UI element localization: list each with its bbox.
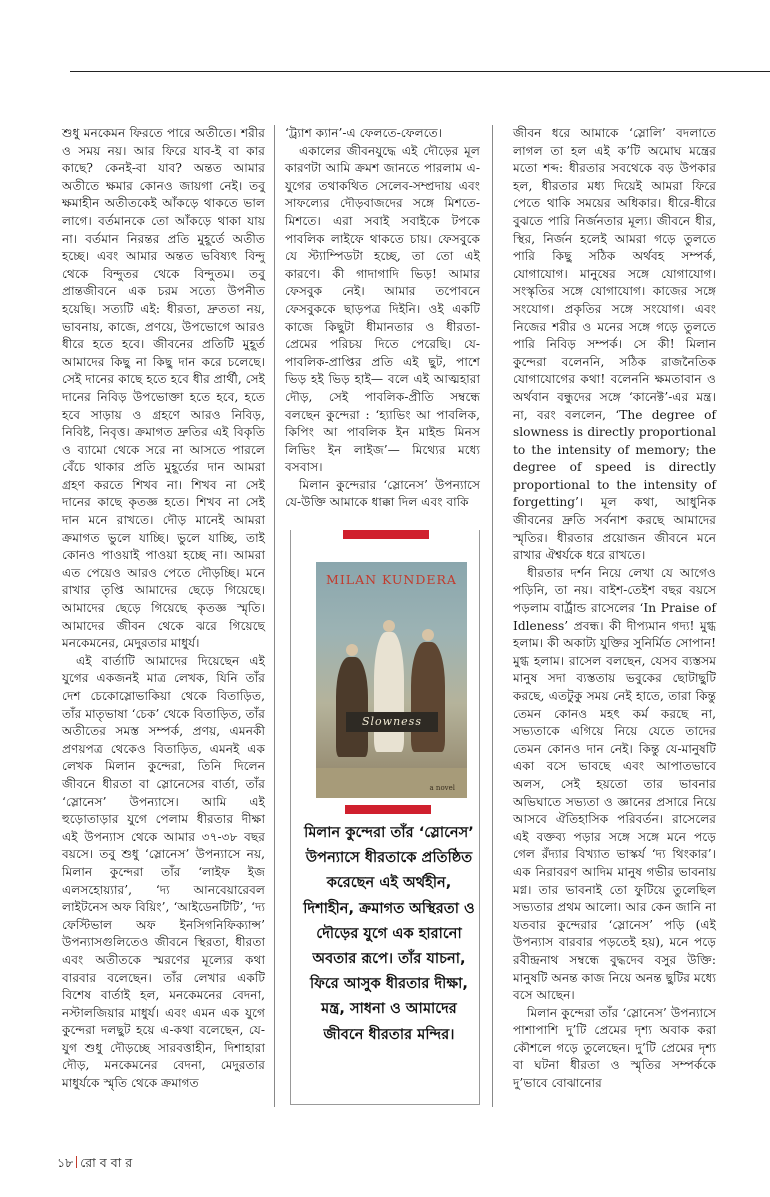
painted-figure-head [383, 620, 395, 632]
paragraph: ‘ট্র্যাশ ক্যান’-এ ফেলতে-ফেলতে। [285, 126, 443, 140]
column-divider [274, 125, 275, 1107]
article-column-2 [285, 125, 480, 512]
column-divider [492, 125, 493, 1107]
painted-figure [411, 642, 445, 752]
book-author: MILAN KUNDERA [326, 572, 457, 587]
book-cover-image [316, 562, 467, 798]
page-folio [57, 1155, 132, 1175]
pullquote: মিলান কুন্দেরা তাঁর ‘স্লোনেস’ উপন্যাসে ধীরতাকে প্রতিষ্ঠিত করেছেন এই অর্থহীন, দিশাহীন, ক্রমাগত অস্থিরতা ও দৌড়ের যুগে এক হারানো অবতার রূপে। তাঁর যাচনা, ফিরে আসুক ধীরতার দীক্ষা, মন্ত্র, সাধনা ও আমাদের জীবনে ধীরতার মন্দির। [303, 824, 475, 1043]
article-column-3 [513, 125, 716, 1093]
pullquote-accent [345, 805, 431, 814]
book-subtitle: a novel [429, 784, 455, 792]
paragraph: একালের জীবনযুদ্ধে এই দৌড়ের মূল কারণটা আমি ক্রমশ জানতে পারলাম এ-যুগের তথাকথিত সেলেব-সম্প্রদায় এবং সাফল্যের দৌড়বাজদের সঙ্গে মিশতে-মিশতে। এরা সবাই সবাইকে টপকে পাবলিক লাইফে থাকতে চায়। ফেসবুকে যে স্ট্যাম্পিডটা হচ্ছে, তা তো এই কারণে। কী গাদাগাদি ভিড়! আমার ফেসবুক নেই। আমার তপোবনে ফেসবুককে ছাড়পত্র দিইনি। ওই একটি কাজে কিছুটা ধীমানতার ও ধীরতা-প্রেমের পরিচয় দিতে পেরেছি। যে-পাবলিক-প্রাপ্তির প্রতি এই ছুট, পাশে ভিড় হই ভিড় হাই— বলে এই আত্মহারা দৌড়, সেই পাবলিক-প্রীতি সম্বন্ধে বলছেন কুন্দেরা : ‘হ্যাভিং আ পাবলিক, কিপিং আ পাবলিক ইন মাইন্ড মিনস লিভিং ইন লাইজ’— মিথ্যের মধ্যে বসবাস। [285, 143, 480, 475]
book-title: Slowness [346, 712, 438, 732]
header-rule [70, 71, 770, 72]
painted-figure [336, 657, 368, 757]
paragraph: শুধু মনকেমন ফিরতে পারে অতীতে। শরীর ও সময় নয়। আর ফিরে যাব-ই বা কার কাছে? কেনই-বা যাব? অন্তত আমার অতীতে ক্ষমার কোনও জায়গা নেই। তবু ক্ষমাহীন অতীতকেই আঁকড়ে থাকতে ভাল লাগে। বর্তমানকে তো আঁকড়ে থাকা যায় না। বর্তমান নিরন্তর প্রতি মুহূর্তে অতীত হচ্ছে। এবং আমার অন্তত ভবিষ্যৎ বিন্দু থেকে বিন্দুতর থেকে বিন্দুতম। তবু প্রান্তজীবনে এক চরম সত্যে উপনীত হয়েছি। সত্যটি এই: ধীরতা, দ্রুততা নয়, ভাবনায়, কাজে, প্রণয়ে, উপভোগে আরও ধীরে হতে হবে। জীবনের প্রতিটি মুহূর্ত আমাদের কিছু না কিছু দান করে চলেছে। সেই দানের কাছে হতে হবে ধীর প্রার্থী, সেই দানের নিবিড় উপভোক্তা হতে হবে, হতে হবে সাড়ায় ও গ্রহণে আরও নিবিড়, নিবিষ্ট, নিবৃত্ত। ক্রমাগত দ্রুতির এই বিকৃতি ও ব্যামো থেকে সরে না আসতে পারলে বেঁচে থাকার প্রতি মুহূর্তের দান আমরা গ্রহণ করতে শিখব না। শিখব না সেই দানের কাছে কৃতজ্ঞ হতে। শিখব না সেই দান মনে রাখতে। দৌড় মানেই আমরা ক্রমাগত ভুলে যাচ্ছি। ভুলে যাচ্ছি, তাই কোনও পাওয়াই পাওয়া হচ্ছে না। আমরা এত পেয়েও আরও পেতে দৌড়চ্ছি। মনে রাখার তৃপ্তি আমাদের ছেড়ে গিয়েছে। আমাদের ছেড়ে গিয়েছে কৃতজ্ঞ স্মৃতি। আমাদের জীবন থেকে ঝরে গিয়েছে মনকেমনের, মেদুরতার মাধুর্য। [62, 126, 265, 651]
paragraph: মিলান কুন্দেরার ‘স্লোনেস’ উপন্যাসে যে-উক্তি আমাকে ধাক্কা দিল এবং বাকি [285, 477, 480, 510]
painted-figure-head [346, 644, 358, 656]
painted-floor [316, 768, 467, 798]
article-column-1 [62, 125, 265, 1093]
paragraph: ধীরতার দর্শন নিয়ে লেখা যে আগেও পড়িনি, তা নয়। বাইশ-তেইশ বছর বয়সে পড়লাম বার্ট্রান্ড রাসেলের ‘In Praise of Idleness’ প্রবন্ধ। কী দীপ্যমান গদ্য! মুগ্ধ হলাম। কী অকাট্য যুক্তির সুনির্মিত সোপান! মুগ্ধ হলাম। রাসেল বলছেন, যেসব ব্যস্তসম মানুষ সদা ব্যস্ততায় ভবুকের ছোটাছুটি করছে, এতটুকু সময় নেই হাতে, তারা কিন্তু তেমন কোনও মহৎ কর্ম করছে না, সভ্যতাকে এগিয়ে নিয়ে যেতে তাদের তেমন কোনও দান নেই। কিন্তু যে-মানুষটি একা বসে ভাবছে এবং আপাতভাবে অলস, সেই হয়তো তার ভাবনার অভিঘাতে সভ্যতা ও জ্ঞানের প্রসারে নিয়ে আসবে ঐতিহাসিক পরিবর্তন। রাসেলের এই বক্তব্য পড়ার সঙ্গে সঙ্গে মনে পড়ে গেল রঁদ্যার বিখ্যাত ভাস্কর্য ‘দ্য থিংকার’। এক নিরাবরণ আদিম মানুষ গভীর ভাবনায় মগ্ন। তার ভাবনাই তো ফুটিয়ে তুলেছিল সভ্যতার প্রথম আলো। আর কেন জানি না যতবার কুন্দেরার ‘স্লোনেস’ পড়ি (এই উপন্যাস বারবার পড়তেই হয়), মনে পড়ে রবীন্দ্রনাথ সম্বন্ধে বুদ্ধদেব বসুর উক্তি: মানুষটি অনন্ত কাজ নিয়ে অনন্ত ছুটির মধ্যে বসে আছেন। [513, 565, 716, 1003]
paragraph: মিলান কুন্দেরা তাঁর ‘স্লোনেস’ উপন্যাসে পাশাপাশি দু’টি প্রেমের দৃশ্য অবাক করা কৌশলে গড়ে তুলেছেন। দু’টি প্রেমের দৃশ্য বা ঘটনা ধীরতা ও স্মৃতির সম্পর্ককে দু’ভাবে বোঝানোর [513, 1005, 716, 1091]
folio-divider [76, 1156, 77, 1168]
paragraph: এই বার্তাটি আমাদের দিয়েছেন এই যুগের একজনই মাত্র লেখক, যিনি তাঁর দেশ চেকোস্লোভাকিয়া থেকে বিতাড়িত, তাঁর মাতৃভাষা ‘চেক’ থেকে বিতাড়িত, তাঁর অতীতের সমস্ত সম্পর্ক, প্রণয়, এমনকী প্রণয়পত্র থেকেও বিতাড়িত, এমনই এক লেখক মিলান কুন্দেরা, তিনি দিলেন জীবনে ধীরতা বা স্লোনেসের বার্তা, তাঁর ‘স্লোনেস’ উপন্যাসে। আমি এই হুড়োতাড়ার যুগে পেলাম ধীরতার দীক্ষা এই উপন্যাস থেকে আমার ৩৭-৩৮ বছর বয়সে। তবু শুধু ‘স্লোনেস’ উপন্যাসে নয়, মিলান কুন্দেরা তাঁর ‘লাইফ ইজ এলসহোয়্যার’, ‘দ্য আনবেয়ারেবল লাইটনেস অফ বিয়িং’, ‘আইডেনটিটি’, ‘দ্য ফেস্টিভাল অফ ইনসিগনিফিক্যান্স’ উপন্যাসগুলিতেও জীবনে স্থিরতা, ধীরতা এবং অতীতকে স্মরণের মূল্যের কথা বারবার বলেছেন। তাঁর লেখার একটি বিশেষ বার্তাই হল, মনকেমনের বেদনা, নস্টালজিয়ার মাধুর্য। এবং এমন এক যুগে কুন্দেরা দলছুট হয়ে এ-কথা বলেছেন, যে-যুগ শুধু দৌড়চ্ছে সারবত্তাহীন, দিশাহারা দৌড়, মনকেমনের বেদনা, মেদুরতার মাধুর্যকে স্মৃতি থেকে ক্রমাগত [62, 653, 265, 1091]
page-number: ১৮ [57, 1155, 74, 1170]
section-name: রো ব বা র [80, 1155, 133, 1170]
paragraph: জীবন ধরে আমাকে ‘স্লোলি’ বদলাতে লাগল তা হল এই ক’টি অমোঘ মন্ত্রের মতো শব্দ: ধীরতার সবথেকে বড় উপকার হল, ধীরতার মধ্য দিয়েই আমরা ফিরে পেতে থাকি সময়ের অধিকার। ধীরে-ধীরে বুঝতে পারি নির্জনতার মূল্য। জীবনে ধীর, স্থির, নির্জন হলেই আমরা গড়ে তুলতে পারি কিছু সঠিক অর্থবহ সম্পর্ক, যোগাযোগ। মানুষের সঙ্গে যোগাযোগ। সংস্কৃতির সঙ্গে যোগাযোগ। কাজের সঙ্গে সংযোগ। প্রকৃতির সঙ্গে সংযোগ। এবং নিজের শরীর ও মনের সঙ্গে গড়ে তুলতে পারি নিবিড় সম্পর্ক। সে কী! মিলান কুন্দেরা বলেননি, সঠিক রাজনৈতিক যোগাযোগের কথা! বলেননি ক্ষমতাবান ও অর্থবান বন্ধুদের সঙ্গে ‘কানেক্ট’-এর মন্ত্র। না, বরং বললেন, ‘The degree of slowness is directly proportional to the intensity of memory; the degree of speed is directly proportional to the intensity of forgetting’। মূল কথা, আধুনিক জীবনের দ্রুতি সর্বনাশ করছে আমাদের স্মৃতির। ধীরতার প্রয়োজন জীবনে মনে রাখার ঐশ্বর্যকে ধরে রাখতে। [513, 126, 716, 563]
sidebar-top-accent [343, 530, 429, 539]
painted-figure-head [422, 629, 434, 641]
painted-figure [374, 632, 404, 752]
